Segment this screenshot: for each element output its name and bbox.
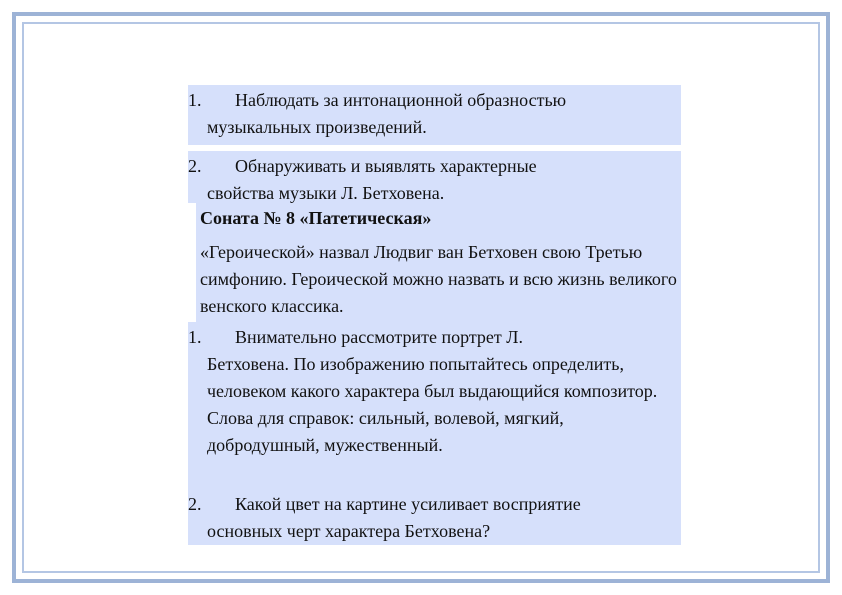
- task-item-2: [188, 151, 681, 203]
- item-text-first-line: Внимательно рассмотрите портрет Л.: [235, 327, 523, 347]
- sonata-section: [196, 203, 681, 322]
- item-text-first-line: Какой цвет на картине усиливает восприятие: [235, 494, 581, 514]
- item-text-first-line: Наблюдать за интонационной образностью: [235, 90, 567, 110]
- item-number: 1.: [188, 90, 202, 110]
- task-item-3: [188, 322, 681, 489]
- item-text-rest: свойства музыки Л. Бетховена.: [207, 183, 445, 203]
- section-heading: Соната № 8 «Патетическая»: [200, 208, 432, 228]
- item-text-rest: основных черт характера Бетховена?: [207, 521, 491, 541]
- slide-content: [188, 85, 681, 545]
- item-number: 1.: [188, 327, 202, 347]
- item-text-rest: музыкальных произведений.: [207, 117, 427, 137]
- item-text-first-line: Обнаруживать и выявлять характерные: [235, 156, 537, 176]
- section-paragraph: «Героической» назвал Людвиг ван Бетховен свою Третью симфонию. Героической можно назвать и всю жизнь великого венского классика.: [200, 242, 677, 316]
- task-item-1: [188, 85, 681, 145]
- task-item-4: [188, 489, 681, 545]
- item-number: 2.: [188, 494, 202, 514]
- item-text-rest: Бетховена. По изображению попытайтесь определить, человеком какого характера был выдающийся композитор. Слова для справок: сильный, волевой, мягкий, добродушный, мужественный.: [207, 354, 658, 455]
- item-number: 2.: [188, 156, 202, 176]
